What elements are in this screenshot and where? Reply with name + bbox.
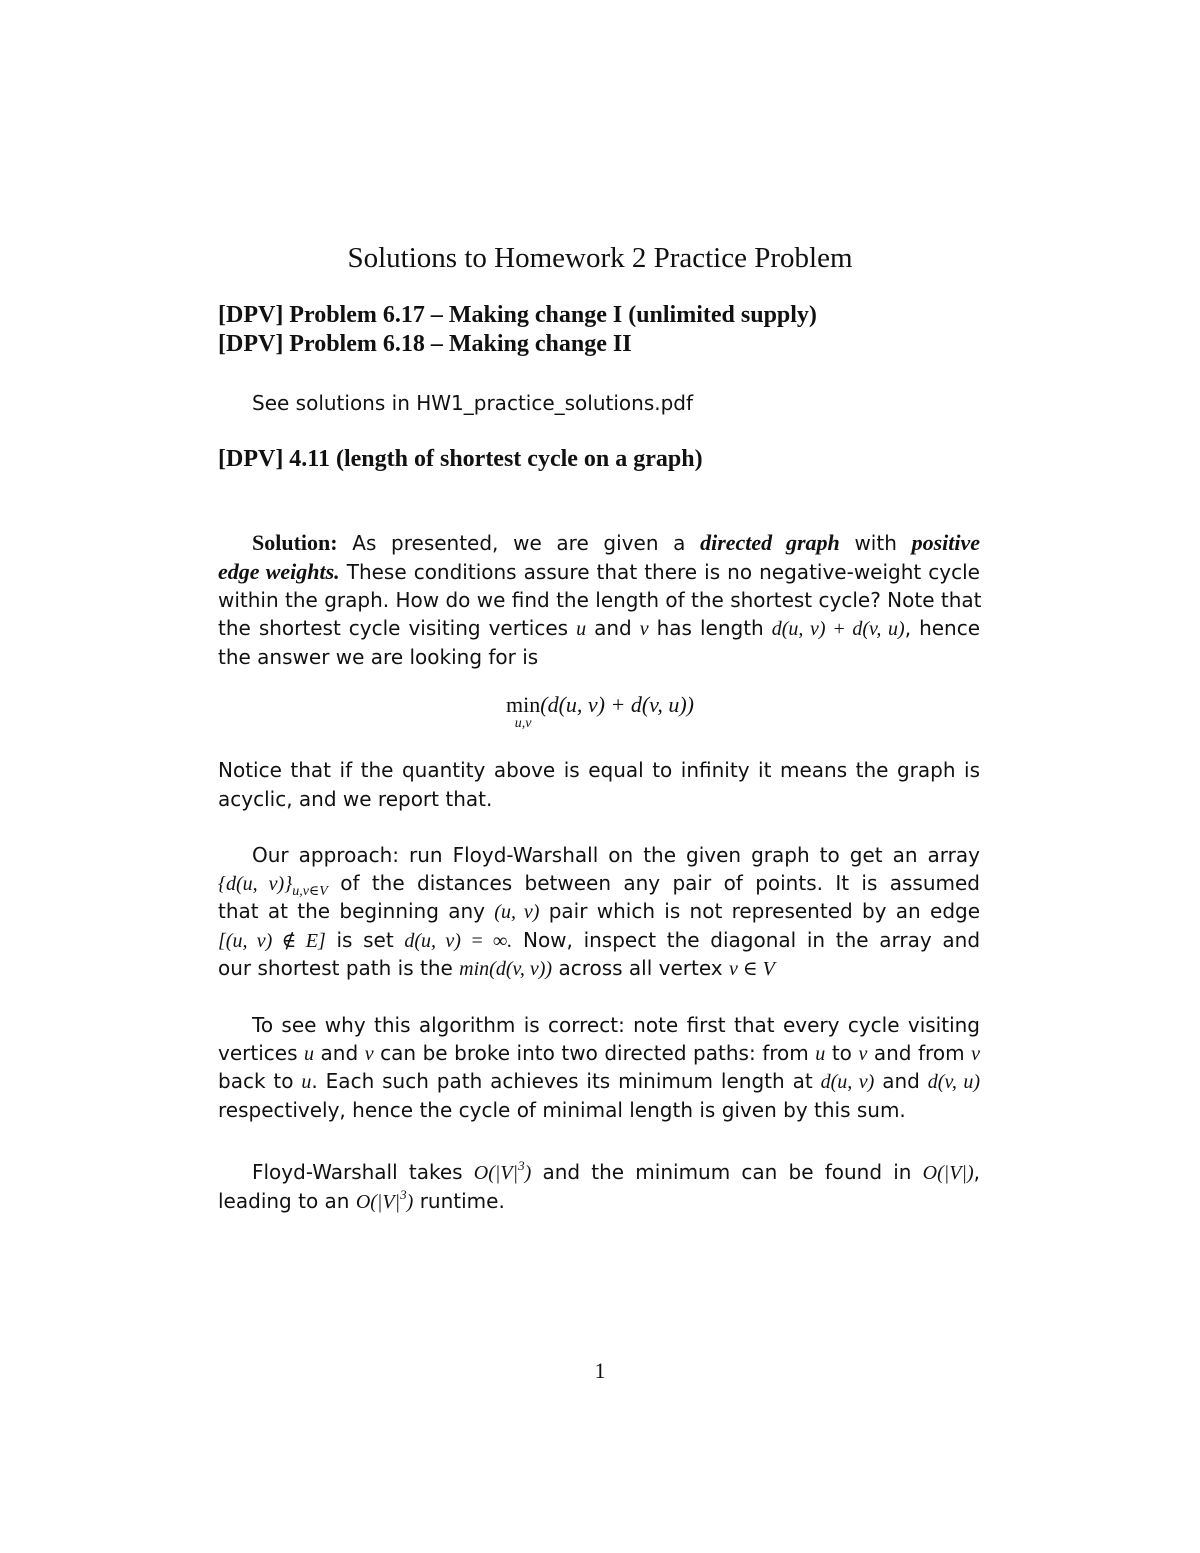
correct-line-2: vertices u and v can be broke into two directed paths: from u to v and from v (218, 1041, 980, 1065)
solution-line-3: within the graph. How do we find the length of the shortest cycle? Note that (218, 588, 982, 612)
problem-heading-4-11: [DPV] 4.11 (length of shortest cycle on a graph) (218, 446, 703, 472)
correct-line-1: To see why this algorithm is correct: note first that every cycle visiting (252, 1013, 980, 1037)
approach-line-4: [(u, v) ∉ E] is set d(u, v) = ∞. Now, inspect the diagonal in the array and (218, 928, 981, 952)
solution-line-5: the answer we are looking for is (218, 645, 539, 669)
approach-line-2: {d(u, $v)\}_{u,v\in V}$ of the distances between any pair of points. It is assumed (218, 871, 981, 899)
math-expression: $O(|V|^3)$ (473, 1158, 532, 1184)
approach-line-5: our shortest path is the min(d(v, v)) across all vertex v ∈ V (218, 956, 775, 980)
min-operator: min u,v (506, 692, 541, 731)
emphasis-edge-weights: edge weights. (218, 559, 340, 584)
approach-line-1: Our approach: run Floyd-Warshall on the given graph to get an array (252, 843, 980, 867)
runtime-line-2: leading to an $O(|V|^3)$ runtime. (218, 1187, 505, 1213)
solution-line-4: the shortest cycle visiting vertices u and v has length d(u, v) + d(v, u), hence (218, 616, 981, 640)
problem-heading-6-17: [DPV] Problem 6.17 – Making change I (unlimited supply) (218, 302, 817, 328)
emphasis-directed-graph: directed graph (700, 530, 840, 555)
correct-line-4: respectively, hence the cycle of minimal length is given by this sum. (218, 1098, 906, 1122)
notice-line-2: acyclic, and we report that. (218, 787, 493, 811)
document-title: Solutions to Homework 2 Practice Problem (347, 242, 853, 274)
solution-line-1: Solution: As presented, we are given a directed graph with positive (252, 530, 980, 555)
math-expression: d(u, v) + d(v, u) (771, 618, 905, 640)
correct-line-3: back to u. Each such path achieves its minimum length at d(u, v) and d(v, u) (218, 1069, 981, 1093)
see-solutions-note: See solutions in HW1_practice_solutions.pdf (252, 391, 694, 415)
math-expression: {d(u, $v)\}_{u,v\in V}$ (218, 873, 328, 899)
display-formula: min u,v (d(u, v) + d(v, u)) (506, 692, 694, 731)
approach-line-3: that at the beginning any (u, v) pair which is not represented by an edge (218, 899, 981, 923)
problem-heading-6-18: [DPV] Problem 6.18 – Making change II (218, 331, 632, 357)
page-number: 1 (594, 1358, 606, 1383)
math-expression: $O(|V|^3)$ (355, 1187, 414, 1213)
solution-label: Solution: (252, 530, 338, 555)
notice-line-1: Notice that if the quantity above is equal to infinity it means the graph is (218, 758, 980, 782)
emphasis-positive: positive (911, 530, 980, 555)
runtime-line-1: Floyd-Warshall takes $O(|V|^3)$ and the minimum can be found in O(|V|), (252, 1158, 981, 1184)
solution-line-2: edge weights. These conditions assure that there is no negative-weight cycle (218, 559, 980, 584)
